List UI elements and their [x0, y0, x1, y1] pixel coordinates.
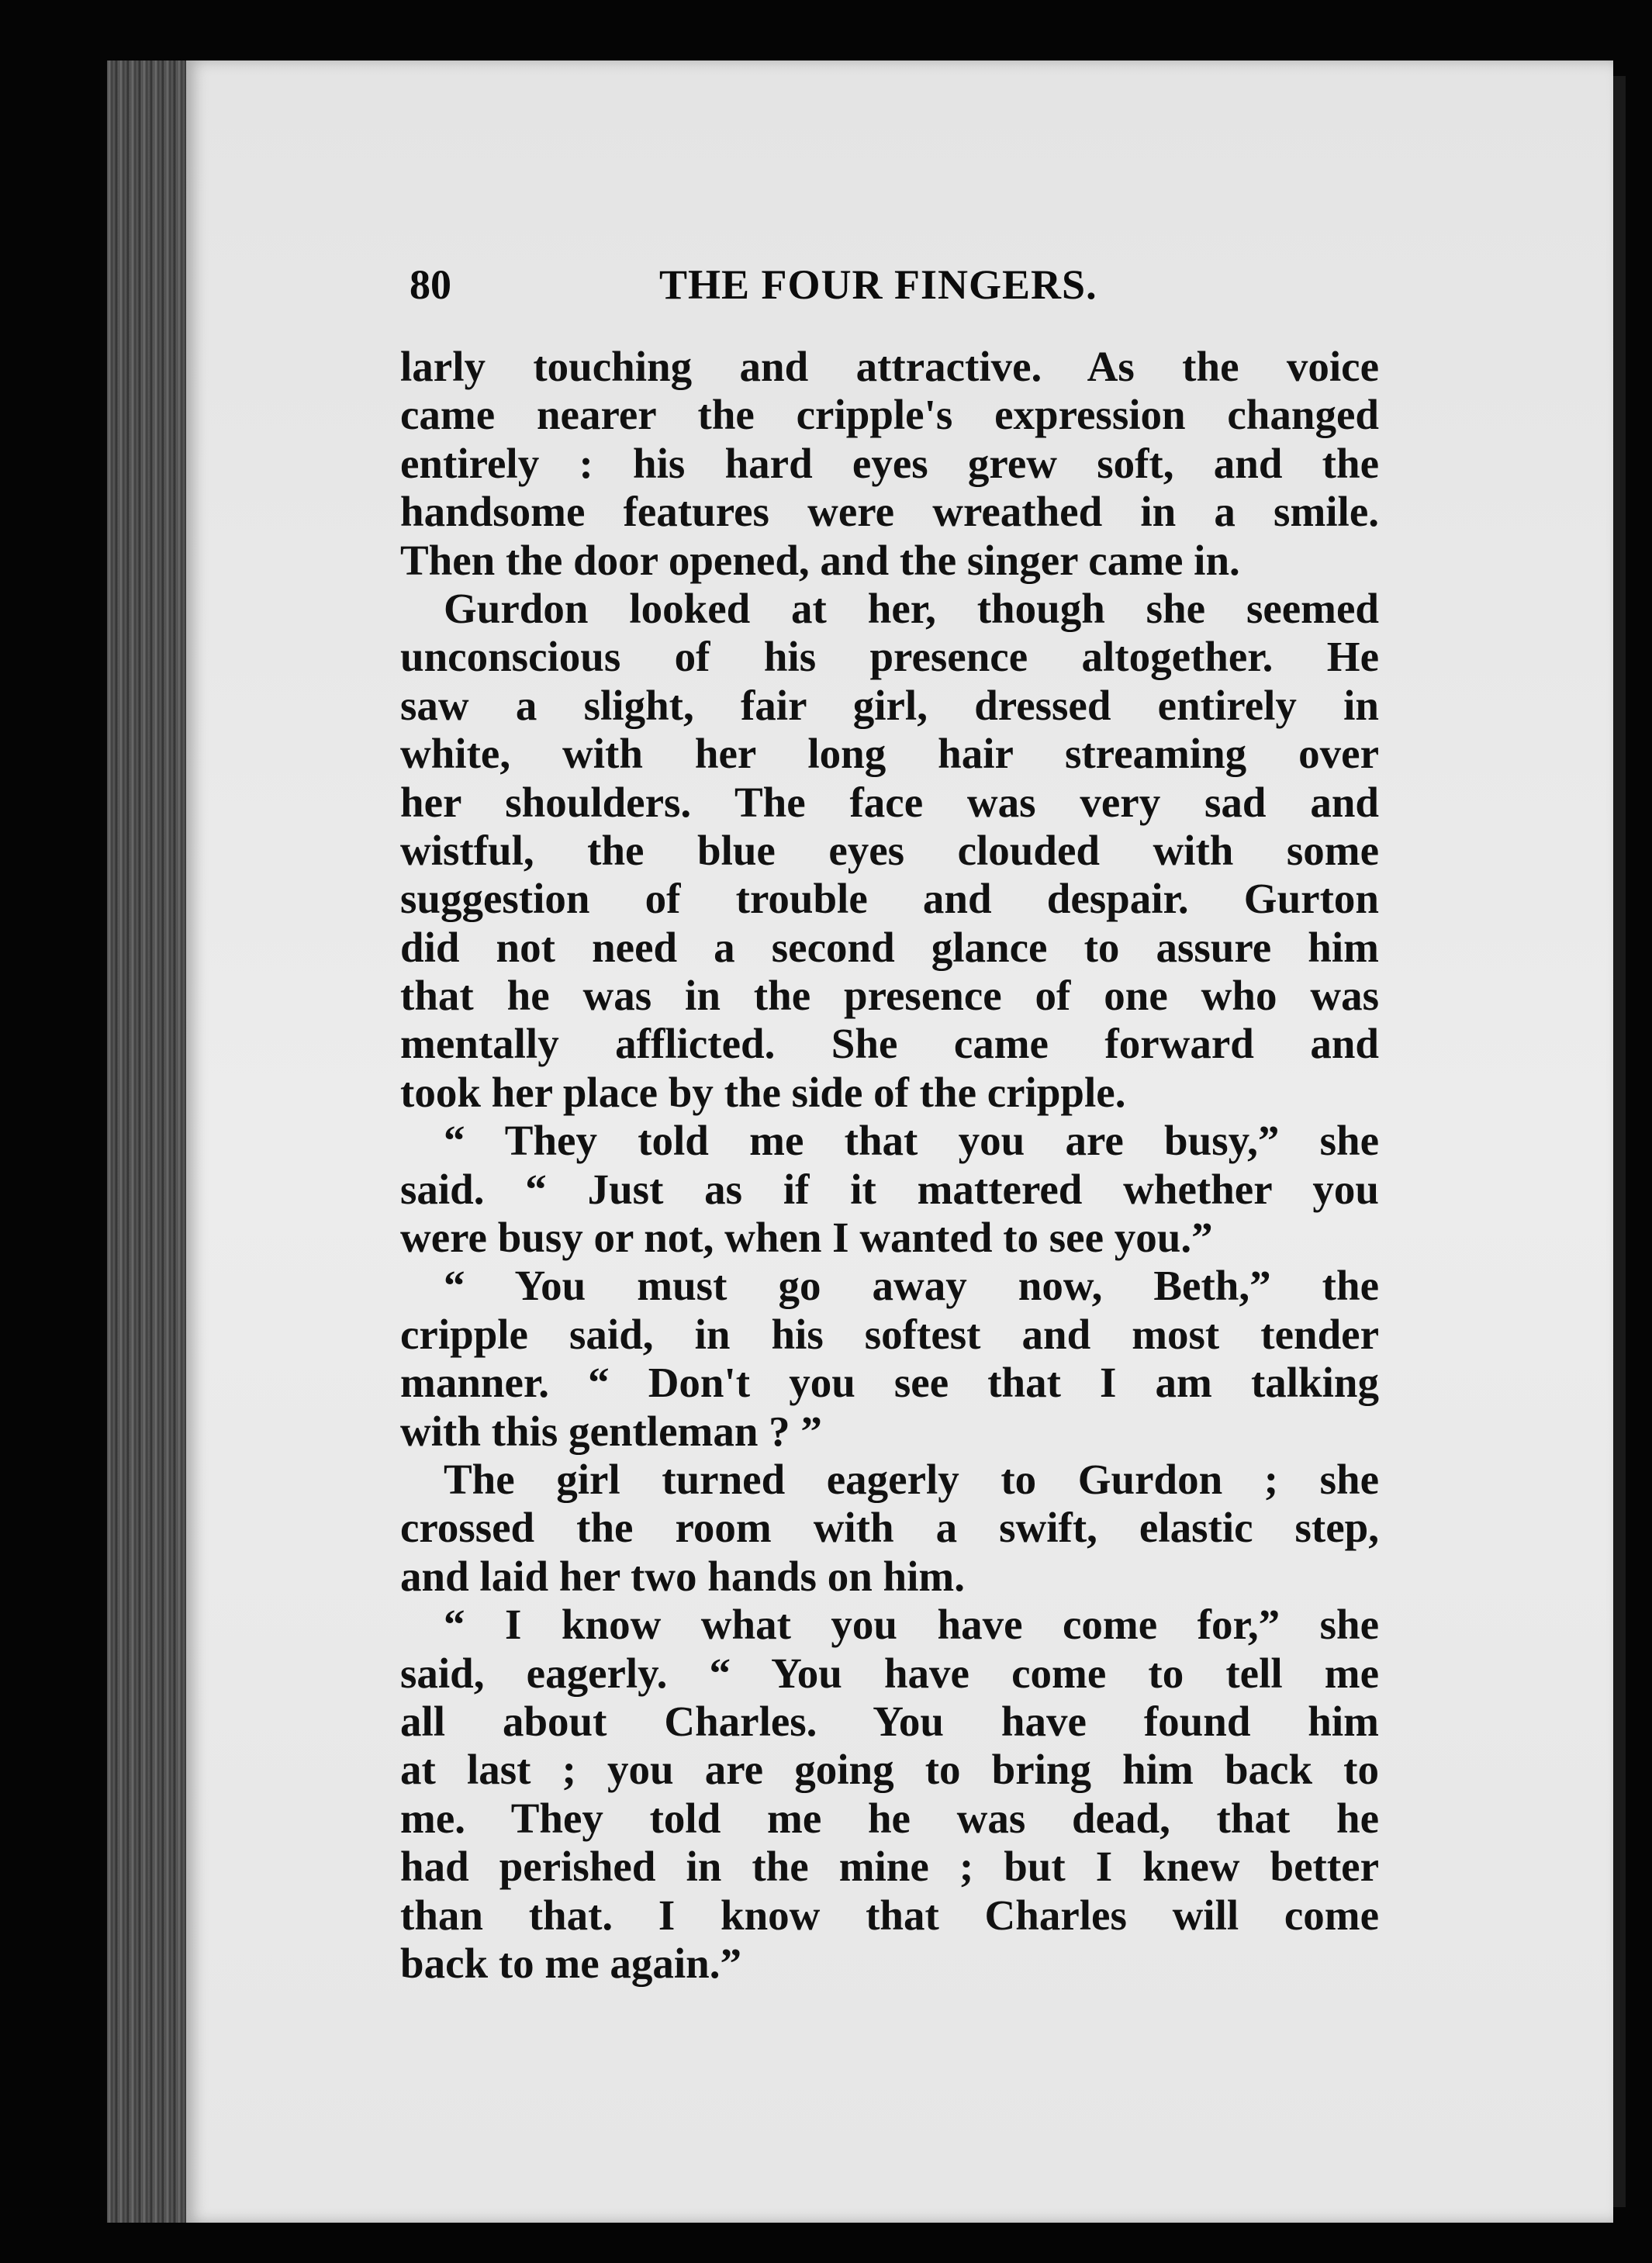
- text-line: had perished in the mine ; but I knew better: [400, 1843, 1379, 1891]
- text-line: crossed the room with a swift, elastic step,: [400, 1504, 1379, 1552]
- text-line: manner. “ Don't you see that I am talking: [400, 1359, 1379, 1407]
- text-line: than that. I know that Charles will come: [400, 1891, 1379, 1939]
- text-line: took her place by the side of the cripple.: [400, 1068, 1126, 1116]
- text-line: said, eagerly. “ You have come to tell me: [400, 1649, 1379, 1697]
- text-line: her shoulders. The face was very sad and: [400, 778, 1379, 826]
- text-line: Gurdon looked at her, though she seemed: [444, 584, 1379, 632]
- text-line: cripple said, in his softest and most tender: [400, 1310, 1379, 1358]
- text-line: saw a slight, fair girl, dressed entirely in: [400, 681, 1379, 729]
- text-line: “ I know what you have come for,” she: [444, 1601, 1379, 1649]
- text-line: white, with her long hair streaming over: [400, 730, 1379, 778]
- text-line: Then the door opened, and the singer came in.: [400, 536, 1240, 584]
- text-line: did not need a second glance to assure him: [400, 923, 1379, 971]
- book-spine: [107, 60, 192, 2223]
- text-line: “ They told me that you are busy,” she: [444, 1117, 1379, 1165]
- text-line: wistful, the blue eyes clouded with some: [400, 826, 1379, 874]
- running-title: THE FOUR FINGERS.: [659, 261, 1097, 308]
- text-line: The girl turned eagerly to Gurdon ; she: [444, 1455, 1379, 1503]
- text-line: all about Charles. You have found him: [400, 1697, 1379, 1745]
- text-line: said. “ Just as if it mattered whether you: [400, 1165, 1379, 1213]
- text-line: entirely : his hard eyes grew soft, and the: [400, 439, 1379, 487]
- text-line: were busy or not, when I wanted to see you.”: [400, 1214, 1213, 1262]
- text-line: unconscious of his presence altogether. He: [400, 633, 1379, 681]
- text-line: and laid her two hands on him.: [400, 1552, 965, 1600]
- text-line: me. They told me he was dead, that he: [400, 1794, 1379, 1842]
- body-text: [400, 343, 1379, 1988]
- text-line: larly touching and attractive. As the voice: [400, 343, 1379, 390]
- text-line: mentally afflicted. She came forward and: [400, 1020, 1379, 1068]
- page-number: 80: [410, 261, 451, 308]
- text-line: “ You must go away now, Beth,” the: [444, 1262, 1379, 1310]
- text-line: that he was in the presence of one who was: [400, 972, 1379, 1020]
- text-line: with this gentleman ? ”: [400, 1407, 822, 1455]
- text-line: came nearer the cripple's expression changed: [400, 391, 1379, 439]
- text-line: back to me again.”: [400, 1939, 741, 1987]
- text-line: at last ; you are going to bring him back to: [400, 1746, 1379, 1794]
- text-line: handsome features were wreathed in a smile.: [400, 488, 1379, 536]
- text-line: suggestion of trouble and despair. Gurton: [400, 875, 1379, 923]
- running-head: [410, 261, 1381, 323]
- page-edge-shadow: [1613, 76, 1626, 2207]
